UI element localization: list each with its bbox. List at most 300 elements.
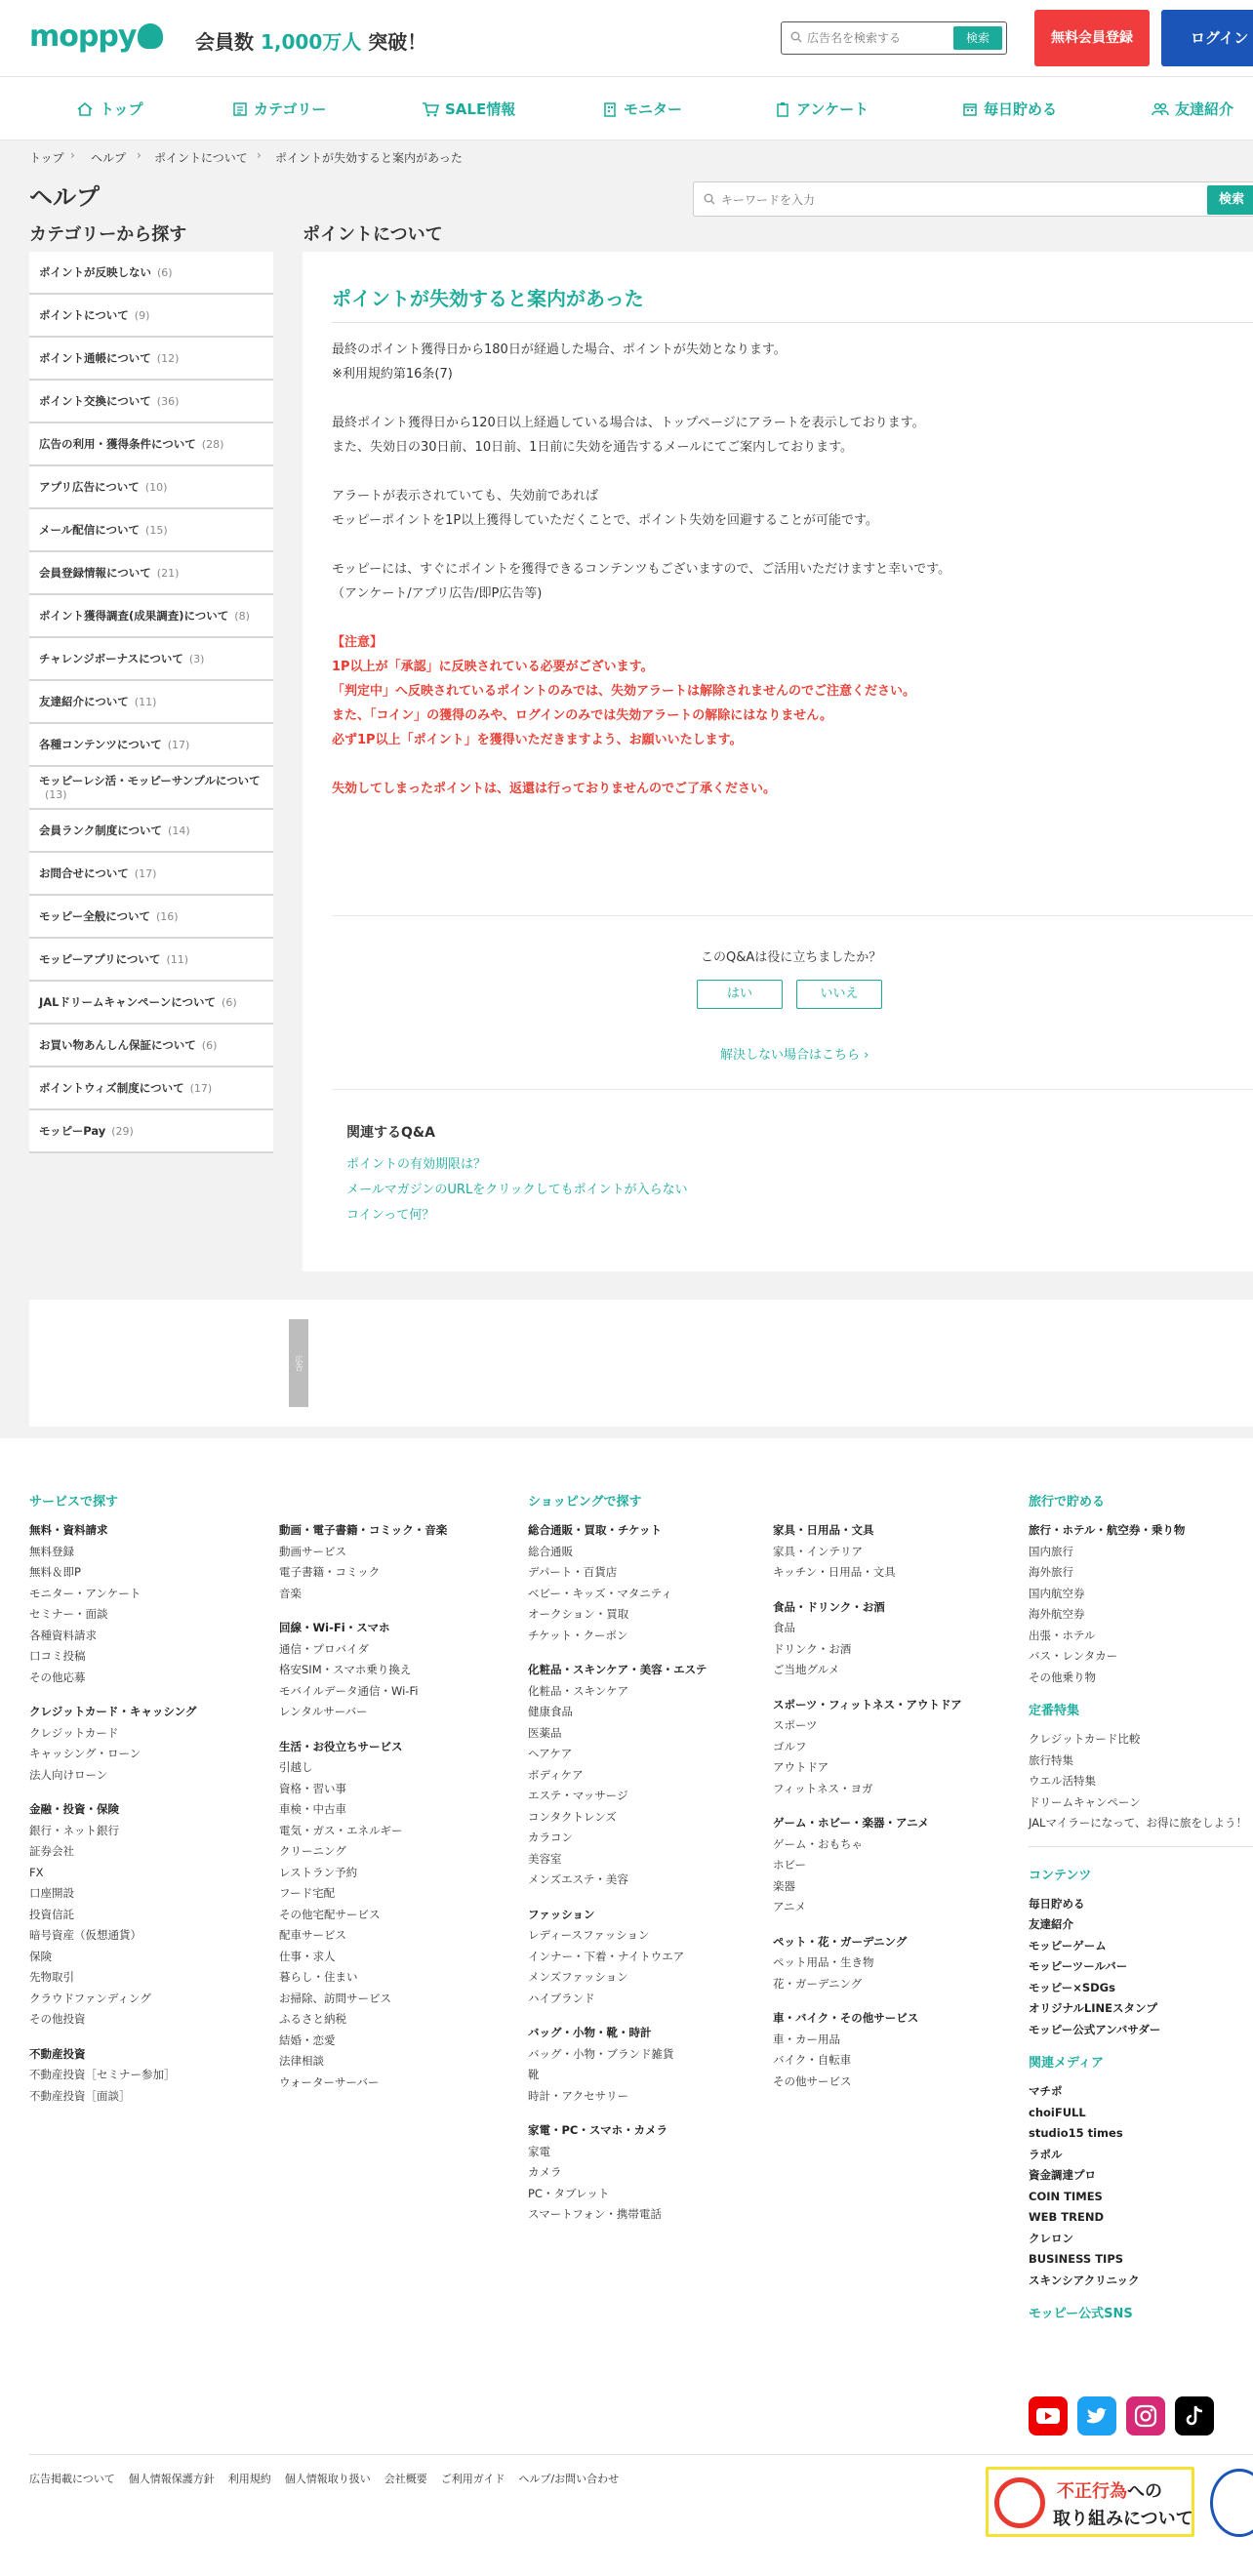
- member-count-banner: 会員数 1,000万人 突破！: [195, 30, 427, 54]
- sidebar-item-category[interactable]: [29, 638, 273, 681]
- search-icon: [790, 31, 802, 43]
- category-count: (3): [188, 652, 205, 665]
- footer-link[interactable]: 電気・ガス・エネルギー: [279, 1823, 403, 1837]
- footer-link[interactable]: 靴: [528, 2068, 540, 2081]
- category-label: アプリ広告について: [39, 479, 140, 494]
- category-label: モッピー全般について: [39, 908, 150, 923]
- sidebar-item-category[interactable]: [29, 595, 273, 638]
- related-heading: 関連するQ&A: [346, 1125, 435, 1141]
- sidebar-item-category[interactable]: [29, 853, 273, 896]
- category-count: (6): [222, 995, 237, 1009]
- breadcrumb-current: ポイントが失効すると案内があった: [275, 151, 463, 165]
- category-count: (15): [145, 523, 168, 537]
- footer-bottom-link[interactable]: 利用規約: [227, 2473, 271, 2485]
- footer-link[interactable]: ハイブランド: [528, 1991, 595, 2005]
- breadcrumb-points[interactable]: ポイントについて: [154, 151, 248, 165]
- nav-monitor[interactable]: モニター: [602, 99, 682, 120]
- feedback-question: このQ&Aは役に立ちましたか？: [701, 950, 882, 965]
- footer-link[interactable]: キャッシング・ローン: [29, 1747, 141, 1760]
- note-line: 1P以上が「承認」に反映されている必要がございます。: [332, 660, 654, 674]
- footer-link[interactable]: 電子書籍・コミック: [279, 1565, 381, 1579]
- footer-links: [29, 2471, 632, 2486]
- sidebar-item-category[interactable]: [29, 1025, 273, 1067]
- category-label: ポイント交換について: [39, 393, 151, 408]
- footer-subheading[interactable]: 不動産投資: [29, 2046, 86, 2061]
- footer-link[interactable]: クレジットカード比較: [1029, 1732, 1141, 1746]
- footer-heading: 旅行で貯める: [1029, 1495, 1106, 1509]
- footer-link[interactable]: モッピーゲーム: [1029, 1938, 1107, 1952]
- category-label: ポイント獲得調査(成果調査)について: [39, 608, 229, 623]
- answer-line: モッピーポイントを1P以上獲得していただくことで、ポイント失効を回避することが可能です。: [332, 513, 878, 528]
- footer-link[interactable]: バイク・自転車: [773, 2053, 852, 2067]
- nav-daily[interactable]: 毎日貯める: [962, 99, 1057, 120]
- category-count: (13): [45, 787, 67, 801]
- category-count: (36): [156, 394, 180, 408]
- footer-link[interactable]: 海外旅行: [1029, 1565, 1073, 1579]
- footer-link[interactable]: 口コミ投稿: [29, 1649, 86, 1663]
- footer-link[interactable]: エステ・マッサージ: [528, 1789, 628, 1802]
- category-heading: カテゴリーから探す: [29, 224, 187, 245]
- people-icon: [1152, 101, 1169, 117]
- footer-subheading[interactable]: バッグ・小物・靴・時計: [528, 2026, 652, 2039]
- footer-link[interactable]: ふるさと納税: [279, 2012, 346, 2026]
- footer-heading: モッピー公式SNS: [1029, 2307, 1133, 2321]
- section-heading: ポイントについて: [303, 224, 443, 245]
- footer-link[interactable]: 口座開設: [29, 1886, 74, 1900]
- footer-link[interactable]: レストラン予約: [279, 1865, 358, 1879]
- nav-friends[interactable]: 友達紹介: [1152, 99, 1233, 120]
- category-label: ポイントについて: [39, 307, 129, 322]
- footer-link[interactable]: 結婚・恋愛: [279, 2033, 336, 2047]
- breadcrumb-top[interactable]: トップ: [29, 151, 64, 165]
- footer-link[interactable]: 無料登録: [29, 1544, 74, 1558]
- footer-link[interactable]: クラウドファンディング: [29, 1991, 151, 2005]
- category-label: 会員ランク制度について: [39, 823, 163, 837]
- footer-link[interactable]: クリーニング: [279, 1844, 346, 1858]
- sidebar-item-category[interactable]: [29, 466, 273, 509]
- building-icon: [602, 101, 618, 117]
- footer-subheading[interactable]: 旅行・ホテル・航空券・乗り物: [1029, 1523, 1186, 1537]
- footer-link[interactable]: 不動産投資［面談］: [29, 2088, 131, 2103]
- category-count: (9): [134, 308, 150, 322]
- nav-category[interactable]: カテゴリー: [232, 99, 326, 120]
- footer-link[interactable]: ゴルフ: [773, 1739, 807, 1753]
- unresolved-link[interactable]: 解決しない場合はこちら ›: [720, 1048, 869, 1063]
- footer-heading: ショッピングで探す: [528, 1495, 642, 1509]
- footer-link[interactable]: FX: [29, 1865, 44, 1879]
- category-label: モッピーアプリについて: [39, 951, 161, 966]
- note-line: また、「コイン」の獲得のみや、ログインのみでは失効アラートの解除にはなりません。: [332, 708, 832, 723]
- footer-link[interactable]: モッピーツールバー: [1029, 1959, 1128, 1973]
- category-label: お問合せについて: [39, 865, 129, 880]
- list-icon: [232, 101, 248, 117]
- footer-subheading[interactable]: ゲーム・ホビー・楽器・アニメ: [773, 1816, 929, 1830]
- footer-subheading[interactable]: ペット・花・ガーデニング: [773, 1934, 908, 1949]
- footer-link[interactable]: クレジットカード: [29, 1725, 119, 1740]
- footer-link[interactable]: その他乗り物: [1029, 1670, 1096, 1684]
- footer-link[interactable]: アウトドア: [773, 1760, 829, 1774]
- footer-column-travel: [1029, 1493, 1253, 2332]
- category-label: ポイント通帳について: [39, 350, 151, 365]
- footer-link[interactable]: セミナー・面談: [29, 1607, 108, 1621]
- footer-link[interactable]: 花・ガーデニング: [773, 1976, 863, 1991]
- footer-link[interactable]: クレロン: [1029, 2231, 1073, 2245]
- sidebar-item-category[interactable]: [29, 767, 273, 810]
- footer-heading: サービスで探す: [29, 1495, 119, 1509]
- footer-link[interactable]: 投資信託: [29, 1907, 74, 1921]
- footer-link[interactable]: 法人向けローン: [29, 1767, 108, 1782]
- footer-link[interactable]: 暮らし・住まい: [279, 1970, 358, 1984]
- footer-link[interactable]: WEB TREND: [1029, 2210, 1105, 2224]
- sidebar-item-category[interactable]: [29, 1110, 273, 1153]
- note-line: 「判定中」へ反映されているポイントのみでは、失効アラートは解除されませんのでご注意ください。: [332, 684, 916, 699]
- footer-link[interactable]: フィットネス・ヨガ: [773, 1781, 873, 1795]
- footer-subheading[interactable]: 食品・ドリンク・お酒: [773, 1599, 885, 1614]
- footer-link[interactable]: スポーツ: [773, 1718, 818, 1732]
- sidebar-item-category[interactable]: [29, 982, 273, 1025]
- footer-link[interactable]: モニター・アンケート: [29, 1586, 141, 1600]
- answer-line: 最終ポイント獲得日から120日以上経過している場合は、トップページにアラートを表示しております。: [332, 416, 925, 430]
- footer-link[interactable]: その他投資: [29, 2012, 86, 2026]
- footer-link[interactable]: 証券会社: [29, 1844, 74, 1858]
- answer-line: 最終のポイント獲得日から180日が経過した場合、ポイントが失効となります。: [332, 342, 787, 357]
- footer-link[interactable]: その他応募: [29, 1670, 86, 1684]
- chevron-right-icon: ›: [864, 1048, 869, 1063]
- footer-link[interactable]: 配車サービス: [279, 1928, 346, 1942]
- footer-bottom-link[interactable]: 個人情報取り扱い: [284, 2473, 371, 2485]
- footer-link[interactable]: 仕事・求人: [279, 1949, 336, 1963]
- footer-link[interactable]: モッピー公式アンバサダー: [1029, 2022, 1161, 2036]
- category-list: [29, 252, 273, 1153]
- sidebar-item-category[interactable]: [29, 896, 273, 939]
- category-count: (11): [134, 695, 157, 708]
- banner-text: 不正行為への: [1057, 2481, 1162, 2502]
- footer-link[interactable]: 美容室: [528, 1851, 562, 1866]
- twitter-icon[interactable]: [1077, 2396, 1116, 2435]
- mascot-icon: [138, 23, 163, 49]
- footer-column-services: [29, 1493, 263, 2120]
- footer-bottom-link[interactable]: 広告掲載について: [29, 2473, 115, 2485]
- footer-link[interactable]: studio15 times: [1029, 2126, 1123, 2140]
- footer-link[interactable]: 毎日貯める: [1029, 1896, 1085, 1911]
- footer-link[interactable]: デパート・百貨店: [528, 1565, 618, 1579]
- category-count: (10): [144, 480, 168, 494]
- search-icon: [704, 193, 715, 205]
- footer-link[interactable]: メンズエステ・美容: [528, 1872, 628, 1886]
- footer-link[interactable]: メンズファッション: [528, 1970, 628, 1984]
- footer-link[interactable]: choiFULL: [1029, 2105, 1086, 2119]
- footer-link[interactable]: 動画サービス: [279, 1544, 346, 1558]
- header-search: [781, 21, 1007, 55]
- footer-heading: コンテンツ: [1029, 1868, 1092, 1883]
- footer-link[interactable]: ラポル: [1029, 2147, 1063, 2161]
- cart-icon: [422, 101, 439, 117]
- footer-bottom-link[interactable]: 会社概要: [384, 2473, 427, 2485]
- category-count: (17): [189, 1081, 213, 1095]
- sidebar-item-category[interactable]: [29, 252, 273, 295]
- footer-link[interactable]: 楽器: [773, 1878, 795, 1893]
- category-count: (6): [201, 1038, 218, 1052]
- category-count: (6): [157, 265, 173, 279]
- footer-link[interactable]: 引越し: [279, 1760, 313, 1774]
- answer-line: モッピーには、すぐにポイントを獲得できるコンテンツもございますので、ご活用いただけますと幸いです。: [332, 562, 951, 577]
- category-count: (17): [167, 738, 190, 751]
- footer-subheading[interactable]: スポーツ・フィットネス・アウトドア: [773, 1697, 962, 1711]
- footer-link[interactable]: PC・タブレット: [528, 2186, 610, 2200]
- footer-subheading[interactable]: 家具・日用品・文具: [773, 1523, 874, 1537]
- sidebar-item-category[interactable]: [29, 509, 273, 552]
- footer-link[interactable]: その他サービス: [773, 2073, 852, 2088]
- footer-subheading[interactable]: 動画・電子書籍・コミック・音楽: [279, 1523, 448, 1537]
- note-line: 必ず1P以上「ポイント」を獲得いただきますよう、お願いいたします。: [332, 733, 743, 747]
- footer-link[interactable]: ウエル活特集: [1029, 1774, 1096, 1788]
- footer-link[interactable]: BUSINESS TIPS: [1029, 2252, 1124, 2266]
- feedback-yes-button[interactable]: はい: [697, 980, 783, 1009]
- footer-column-services-2: [279, 1520, 513, 2107]
- answer-line: また、失効日の30日前、10日前、1日前に失効を通告するメールにてご案内しております。: [332, 440, 854, 455]
- category-label: モッピーPay: [39, 1123, 106, 1138]
- category-count: (21): [156, 566, 180, 580]
- footer-bottom-link[interactable]: ご利用ガイド: [440, 2473, 505, 2485]
- breadcrumb-help[interactable]: ヘルプ: [91, 151, 127, 165]
- category-label: チャレンジボーナスについて: [39, 651, 183, 665]
- footer-link[interactable]: ご当地グルメ: [773, 1663, 840, 1676]
- divider: [29, 2454, 1253, 2455]
- global-nav: [0, 76, 1253, 141]
- footer-link[interactable]: レディースファッション: [528, 1928, 650, 1942]
- footer-subheading[interactable]: 車・バイク・その他サービス: [773, 2011, 919, 2025]
- category-label: JALドリームキャンペーンについて: [39, 994, 217, 1009]
- nav-survey[interactable]: アンケート: [775, 99, 869, 120]
- sidebar-item-category[interactable]: [29, 1067, 273, 1110]
- footer-subheading[interactable]: クレジットカード・キャッシング: [29, 1705, 197, 1718]
- footer-link[interactable]: スキンシアクリニック: [1029, 2273, 1140, 2287]
- sidebar-item-category[interactable]: [29, 381, 273, 423]
- footer-link[interactable]: 車検・中古車: [279, 1802, 346, 1816]
- sidebar-item-category[interactable]: [29, 724, 273, 767]
- banner-text: 取り組みについて: [1053, 2509, 1193, 2529]
- footer-subheading[interactable]: 化粧品・スキンケア・美容・エステ: [528, 1663, 707, 1676]
- ad-tab[interactable]: 広告: [289, 1319, 308, 1407]
- category-count: (28): [201, 437, 224, 451]
- footer-link[interactable]: コンタクトレンズ: [528, 1809, 617, 1824]
- footer-subheading[interactable]: ファッション: [528, 1907, 595, 1921]
- footer-link[interactable]: 食品: [773, 1621, 795, 1634]
- header-search-button[interactable]: 検索: [953, 26, 1002, 50]
- footer-link[interactable]: 不動産投資［セミナー参加］: [29, 2068, 176, 2081]
- note-line: 【注意】: [332, 635, 384, 650]
- footer-link[interactable]: JALマイラーになって、お得に旅をしよう！: [1029, 1816, 1248, 1830]
- footer-subheading[interactable]: 回線・Wi-Fi・スマホ: [279, 1621, 390, 1634]
- divider: [1029, 1846, 1253, 1847]
- question-title: ポイントが失効すると案内があった: [332, 287, 644, 310]
- category-label: お買い物あんしん保証について: [39, 1037, 196, 1052]
- footer-link[interactable]: ペット用品・生き物: [773, 1955, 874, 1969]
- footer-link[interactable]: 銀行・ネット銀行: [29, 1823, 119, 1837]
- footer-link[interactable]: 先物取引: [29, 1970, 74, 1984]
- sidebar-item-category[interactable]: [29, 423, 273, 466]
- site-header: [0, 0, 1253, 76]
- sidebar-item-category[interactable]: [29, 681, 273, 724]
- category-label: 広告の利用・獲得条件について: [39, 436, 196, 451]
- footer-link[interactable]: フード宅配: [279, 1886, 336, 1900]
- related-link[interactable]: メールマガジンのURLをクリックしてもポイントが入らない: [346, 1183, 688, 1197]
- footer-link[interactable]: 総合通販: [528, 1544, 573, 1558]
- footer-link[interactable]: 資金調達プロ: [1029, 2168, 1096, 2182]
- answer-line: （アンケート/アプリ広告/即P広告等): [332, 586, 543, 601]
- footer-column-shopping-2: [773, 1520, 1007, 2106]
- footer-link[interactable]: ボディケア: [528, 1767, 584, 1782]
- answer-line: ※利用規約第16条(7): [332, 367, 453, 382]
- clipboard-icon: [775, 101, 790, 117]
- sidebar-item-category[interactable]: [29, 295, 273, 338]
- footer-link[interactable]: チケット・クーポン: [528, 1628, 628, 1642]
- footer-link[interactable]: ホビー: [773, 1858, 807, 1872]
- footer-link[interactable]: その他宅配サービス: [279, 1907, 381, 1921]
- keyword-search-button[interactable]: 検索: [1207, 185, 1253, 215]
- fraud-policy-banner[interactable]: [986, 2467, 1194, 2537]
- footer-link[interactable]: 出張・ホテル: [1029, 1628, 1096, 1642]
- divider: [332, 915, 1253, 916]
- footer-link[interactable]: スマートフォン・携帯電話: [528, 2207, 662, 2221]
- category-count: (14): [168, 824, 190, 837]
- footer-link[interactable]: 無料＆即P: [29, 1565, 81, 1579]
- footer-link[interactable]: 格安SIM・スマホ乗り換え: [279, 1663, 412, 1676]
- footer-link[interactable]: オークション・買取: [528, 1607, 629, 1621]
- footer-link[interactable]: 法律相談: [279, 2054, 324, 2068]
- footer-link[interactable]: ベビー・キッズ・マタニティ: [528, 1586, 672, 1600]
- footer-link[interactable]: モッピー×SDGs: [1029, 1980, 1115, 1994]
- footer-link[interactable]: 化粧品・スキンケア: [528, 1683, 629, 1698]
- category-label: 各種コンテンツについて: [39, 737, 162, 751]
- related-link[interactable]: コインって何？: [346, 1208, 435, 1223]
- footer-link[interactable]: 旅行特集: [1029, 1752, 1073, 1767]
- footer-link[interactable]: 国内旅行: [1029, 1544, 1073, 1558]
- footer-link[interactable]: マチポ: [1029, 2084, 1063, 2098]
- no-fraud-icon: [994, 2477, 1045, 2528]
- category-label: メール配信について: [39, 522, 141, 537]
- footer-subheading[interactable]: 総合通販・買取・チケット: [528, 1523, 662, 1537]
- calendar-icon: [962, 101, 978, 117]
- footer-link[interactable]: 健康食品: [528, 1705, 573, 1718]
- category-count: (16): [155, 909, 179, 923]
- footer-bottom-link[interactable]: 個人情報保護方針: [128, 2473, 215, 2485]
- chevron-right-icon: ›: [137, 148, 141, 162]
- footer-link[interactable]: 保険: [29, 1949, 52, 1963]
- category-count: (29): [111, 1124, 134, 1138]
- footer-link[interactable]: 国内航空券: [1029, 1586, 1085, 1600]
- login-button[interactable]: ログイン: [1161, 10, 1253, 66]
- category-count: (17): [134, 866, 157, 880]
- footer-link[interactable]: 車・カー用品: [773, 2032, 840, 2046]
- footer-link[interactable]: オリジナルLINEスタンプ: [1029, 2001, 1158, 2015]
- ad-area: [29, 1300, 1253, 1427]
- footer-link[interactable]: 医薬品: [528, 1725, 562, 1740]
- sidebar-item-category[interactable]: [29, 939, 273, 982]
- header-search-input[interactable]: [807, 28, 953, 48]
- footer-link[interactable]: 資格・習い事: [279, 1781, 346, 1795]
- footer-link[interactable]: 海外航空券: [1029, 1607, 1085, 1621]
- nav-sale[interactable]: SALE情報: [422, 99, 515, 120]
- footer-link[interactable]: 家具・インテリア: [773, 1544, 863, 1558]
- sidebar-item-category[interactable]: [29, 552, 273, 595]
- footer-heading: 関連メディア: [1029, 2056, 1104, 2071]
- footer-heading: 定番特集: [1029, 1704, 1080, 1718]
- divider: [332, 1089, 1253, 1090]
- tiktok-icon[interactable]: [1175, 2396, 1214, 2435]
- footer-link[interactable]: インナー・下着・ナイトウエア: [528, 1949, 685, 1963]
- sidebar-item-category[interactable]: [29, 338, 273, 381]
- footer-link[interactable]: ドリンク・お酒: [773, 1641, 852, 1656]
- youtube-icon[interactable]: [1029, 2396, 1068, 2435]
- divider: [332, 322, 1253, 323]
- footer-link[interactable]: 通信・プロバイダ: [279, 1641, 369, 1656]
- footer-subheading[interactable]: 生活・お役立ちサービス: [279, 1739, 403, 1753]
- chevron-right-icon: ›: [70, 148, 75, 162]
- footer-link[interactable]: カメラ: [528, 2165, 562, 2179]
- footer-link[interactable]: ウォーターサーバー: [279, 2074, 380, 2089]
- footer-column-shopping: [528, 1493, 762, 2239]
- footer-link[interactable]: 音楽: [279, 1586, 302, 1600]
- category-count: (12): [156, 351, 180, 365]
- footer-link[interactable]: モバイルデータ通信・Wi-Fi: [279, 1683, 419, 1698]
- feedback-no-button[interactable]: いいえ: [796, 980, 882, 1009]
- footer-link[interactable]: アニメ: [773, 1900, 806, 1913]
- footer-link[interactable]: 友達紹介: [1029, 1917, 1073, 1931]
- nav-top[interactable]: トップ: [76, 99, 143, 120]
- footer-link[interactable]: 暗号資産（仮想通貨）: [29, 1928, 141, 1942]
- footer-link[interactable]: カラコン: [528, 1831, 573, 1844]
- category-label: ポイントウィズ制度について: [39, 1080, 184, 1095]
- moppy-logo[interactable]: moppy: [29, 20, 163, 54]
- keyword-input[interactable]: [721, 190, 1209, 210]
- footer-link[interactable]: お掃除、訪問サービス: [279, 1991, 391, 2005]
- page-title: ヘルプ: [29, 183, 100, 211]
- chevron-right-icon: ›: [257, 148, 262, 162]
- footer-link[interactable]: 時計・アクセサリー: [528, 2088, 629, 2103]
- category-label: 友達紹介について: [39, 694, 129, 708]
- category-count: (11): [166, 952, 189, 966]
- category-label: 会員登録情報について: [39, 565, 151, 580]
- note-line: 失効してしまったポイントは、返還は行っておりませんのでご了承ください。: [332, 782, 777, 796]
- footer-link[interactable]: ゲーム・おもちゃ: [773, 1836, 863, 1851]
- footer-link[interactable]: COIN TIMES: [1029, 2189, 1103, 2203]
- footer-subheading[interactable]: 無料・資料請求: [29, 1523, 108, 1537]
- register-button[interactable]: 無料会員登録: [1034, 10, 1150, 66]
- answer-card: [303, 252, 1253, 1271]
- sidebar-item-category[interactable]: [29, 810, 273, 853]
- footer-subheading[interactable]: 金融・投資・保険: [29, 1802, 119, 1816]
- footer-link[interactable]: ヘアケア: [528, 1747, 573, 1760]
- breadcrumb: [0, 141, 1253, 170]
- footer-link[interactable]: キッチン・日用品・文具: [773, 1565, 896, 1579]
- footer-subheading[interactable]: 家電・PC・スマホ・カメラ: [528, 2123, 668, 2137]
- footer-bottom-link[interactable]: ヘルプ/お問い合わせ: [518, 2473, 620, 2485]
- help-search: [693, 181, 1253, 217]
- footer-link[interactable]: 各種資料請求: [29, 1628, 97, 1642]
- footer-link[interactable]: レンタルサーバー: [279, 1705, 368, 1718]
- footer-link[interactable]: バス・レンタカー: [1029, 1649, 1118, 1663]
- footer-link[interactable]: ドリームキャンペーン: [1029, 1794, 1141, 1809]
- category-label: ポイントが反映しない: [39, 264, 151, 279]
- related-link[interactable]: ポイントの有効期限は？: [346, 1157, 487, 1172]
- category-label: モッピーレシ活・モッピーサンプルについて: [39, 773, 261, 787]
- instagram-icon[interactable]: [1126, 2396, 1165, 2435]
- footer-link[interactable]: 家電: [528, 2144, 550, 2158]
- category-count: (8): [234, 609, 250, 623]
- footer-link[interactable]: バッグ・小物・ブランド雑貨: [528, 2046, 674, 2061]
- answer-line: アラートが表示されていても、失効前であれば: [332, 489, 599, 503]
